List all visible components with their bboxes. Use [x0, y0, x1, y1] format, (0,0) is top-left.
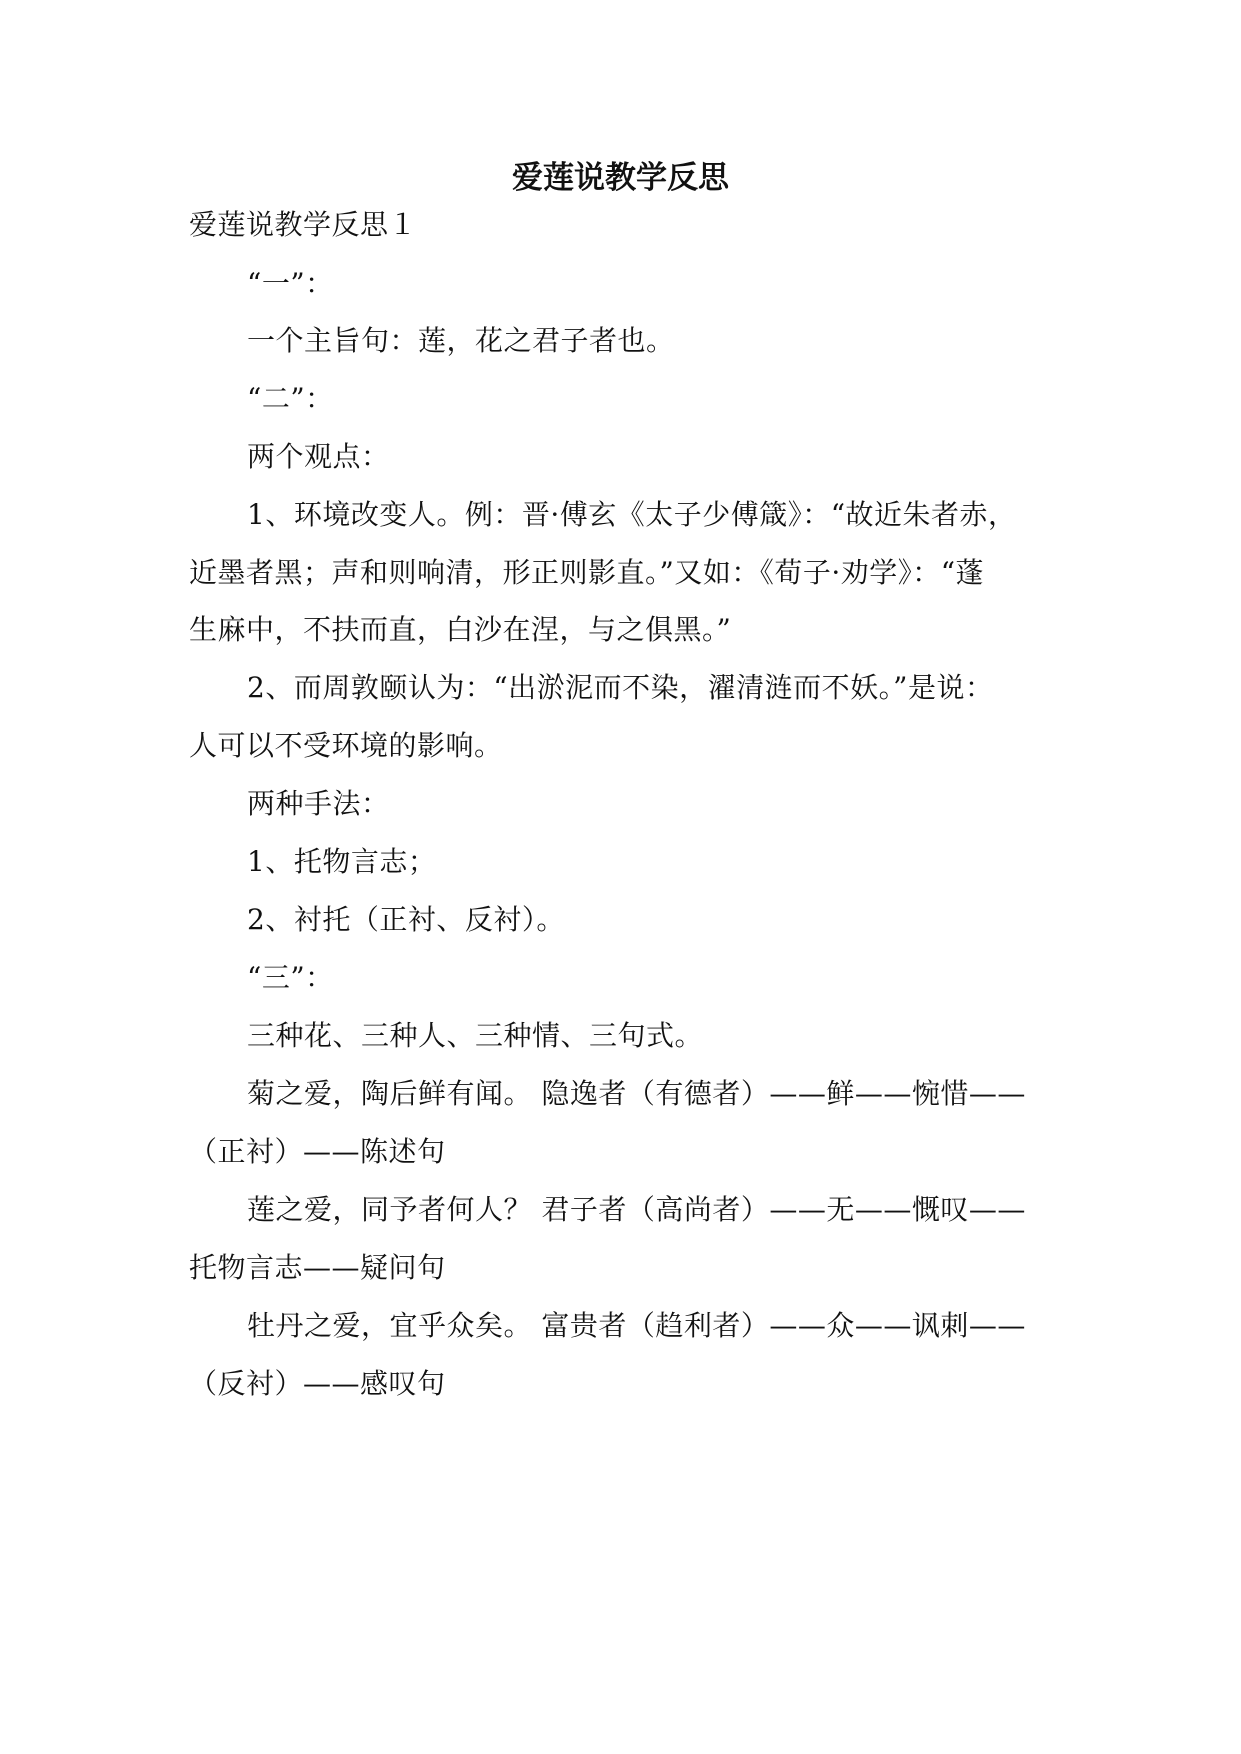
part-heading-one: “一”： — [247, 267, 334, 300]
paragraph: 两个观点： — [247, 440, 390, 473]
section-heading: 爱莲说教学反思１ — [189, 208, 418, 241]
document-title: 爱莲说教学反思 — [512, 160, 729, 196]
paragraph-line: 近墨者黑；声和则响清，形正则影直。”又如：《荀子·劝学》：“蓬 — [189, 556, 985, 589]
part-heading-two: “二”： — [247, 382, 334, 415]
part-heading-three: “三”： — [247, 961, 334, 994]
paragraph-line: 牡丹之爱，宜乎众矣。 富贵者（趋利者）——众——讽刺—— — [247, 1309, 1026, 1342]
paragraph-line: 2、而周敦颐认为：“出淤泥而不染，濯清涟而不妖。”是说： — [247, 671, 994, 704]
paragraph-line: 莲之爱，同予者何人？ 君子者（高尚者）——无——慨叹—— — [247, 1193, 1026, 1226]
paragraph-line: 人可以不受环境的影响。 — [189, 729, 503, 762]
paragraph: 两种手法： — [247, 787, 390, 820]
paragraph-line: （反衬）——感叹句 — [189, 1367, 446, 1400]
paragraph-line: （正衬）——陈述句 — [189, 1135, 446, 1168]
paragraph-line: 菊之爱，陶后鲜有闻。 隐逸者（有德者）——鲜——惋惜—— — [247, 1077, 1026, 1110]
paragraph-line: 托物言志——疑问句 — [189, 1251, 446, 1284]
list-item: 1、托物言志； — [247, 845, 437, 878]
list-item: 2、衬托（正衬、反衬）。 — [247, 903, 565, 936]
paragraph-line: 1、环境改变人。例：晋·傅玄《太子少傅箴》：“故近朱者赤， — [247, 498, 1017, 531]
paragraph: 一个主旨句：莲，花之君子者也。 — [247, 324, 675, 357]
paragraph: 三种花、三种人、三种情、三句式。 — [247, 1019, 704, 1052]
paragraph-line: 生麻中，不扶而直，白沙在涅，与之俱黑。” — [189, 613, 732, 646]
